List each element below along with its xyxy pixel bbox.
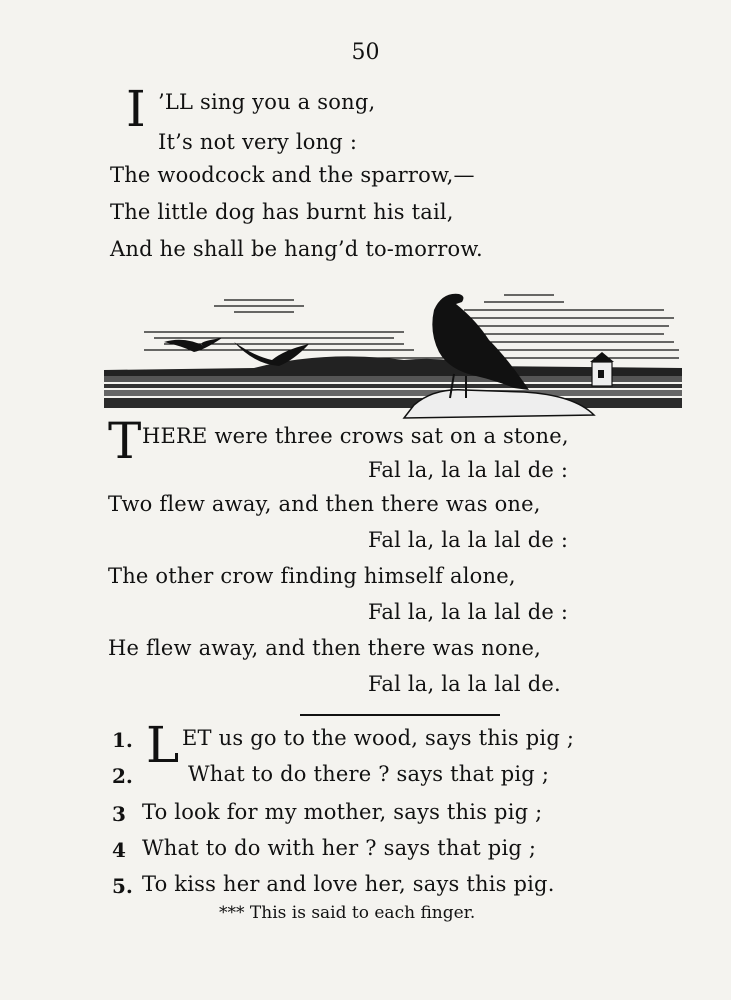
poem-line: The other crow finding himself alone,	[108, 564, 516, 588]
crow-engraving-illustration	[104, 280, 682, 420]
poem-line: HERE were three crows sat on a stone,	[142, 424, 569, 448]
footnote: *** This is said to each finger.	[219, 903, 476, 923]
dropcap-l: L	[146, 716, 180, 774]
poem-refrain: Fal la, la la lal de :	[368, 600, 569, 624]
line-number: 4	[112, 838, 126, 862]
poem-line: To kiss her and love her, says this pig.	[142, 872, 555, 896]
poem-line: To look for my mother, says this pig ;	[142, 800, 543, 824]
dropcap-t: T	[108, 412, 142, 470]
line-number: 2.	[112, 764, 133, 788]
poem-line: What to do there ? says that pig ;	[188, 762, 550, 786]
poem-line: ET us go to the wood, says this pig ;	[182, 726, 575, 750]
line-number: 3	[112, 802, 126, 826]
page-number: 50	[351, 40, 380, 65]
poem-line: He flew away, and then there was none,	[108, 636, 542, 660]
dropcap-i: I	[126, 80, 146, 138]
section-divider	[300, 714, 500, 716]
poem-refrain: Fal la, la la lal de :	[368, 528, 569, 552]
poem-line: What to do with her ? says that pig ;	[142, 836, 537, 860]
poem-line: The little dog has burnt his tail,	[110, 200, 454, 224]
line-number: 1.	[112, 728, 133, 752]
poem-line: ’LL sing you a song,	[158, 90, 376, 114]
poem-line: And he shall be hang’d to-morrow.	[110, 237, 483, 261]
poem-refrain: Fal la, la la lal de :	[368, 458, 569, 482]
poem-line: Two flew away, and then there was one,	[108, 492, 541, 516]
line-number: 5.	[112, 874, 133, 898]
poem-line: The woodcock and the sparrow,—	[110, 163, 475, 187]
poem-refrain: Fal la, la la lal de.	[368, 672, 561, 696]
poem-line: It’s not very long :	[158, 130, 358, 154]
